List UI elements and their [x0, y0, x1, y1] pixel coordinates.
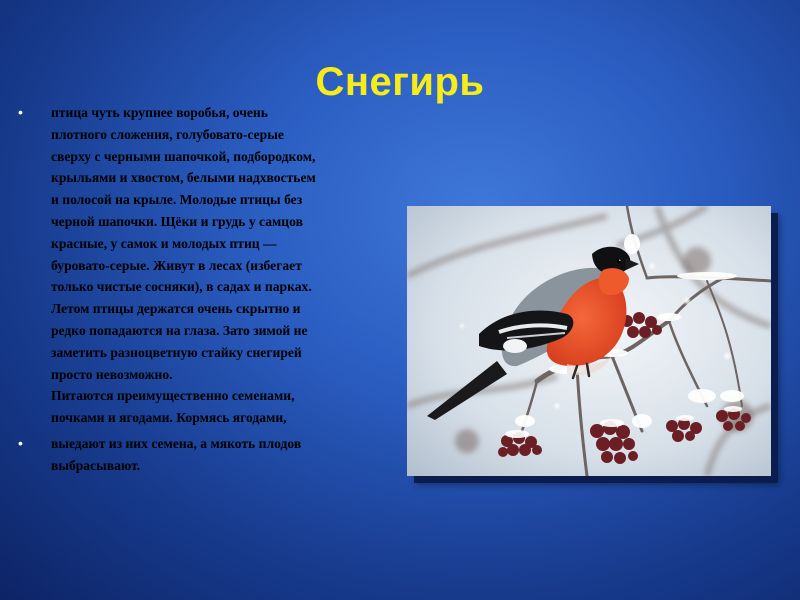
bullet-list: [18, 102, 398, 477]
bullfinch-photo: [407, 206, 771, 476]
bullet-item: [18, 102, 398, 429]
bullet-text: выедают из них семена, а мякоть плодов выбрасывают.: [51, 435, 302, 473]
bullet-marker: •: [18, 104, 23, 120]
slide-title: Снегирь: [315, 60, 485, 104]
bullet-item: [18, 433, 398, 477]
bullet-text: птица чуть крупнее воробья, очень плотного сложения, голубовато-серые сверху с черными шапочкой, подбородком, крыльями и хвостом, белыми надхвостьем и полосой на крыле. Молодые птицы без черной шапочки. Щёки и грудь у самцов красные, у самок и молодых птиц — буровато-серые. Живут в лесах (избегает только чистые сосняки), в садах и парках. Летом птицы держатся очень скрытно и редко попадаются на глаза. Зато зимой не заметить разноцветную стайку снегирей просто невозможно. Питаются преимущественно семенами, почками и ягодами. Кормясь ягодами,: [51, 105, 316, 426]
bullet-marker: •: [18, 434, 23, 451]
